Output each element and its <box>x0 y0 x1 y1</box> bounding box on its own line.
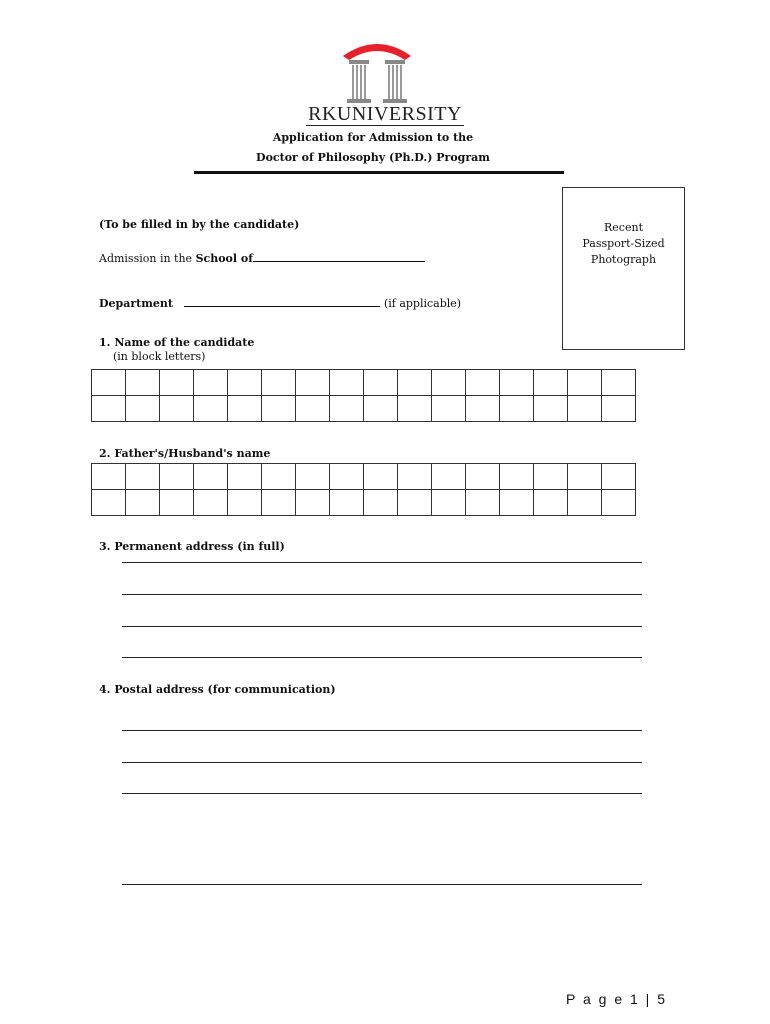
grid-row <box>92 490 636 516</box>
form-title-line1: Application for Admission to the <box>272 131 474 144</box>
grid-row <box>92 396 636 422</box>
department-label: Department <box>99 297 173 310</box>
department-field[interactable] <box>184 294 380 307</box>
name-grid[interactable] <box>91 369 636 422</box>
father-name-grid[interactable] <box>91 463 636 516</box>
instruction-text: (To be filled in by the candidate) <box>99 218 300 231</box>
school-prefix: Admission in the <box>99 252 193 265</box>
header-rule <box>194 171 564 174</box>
q1-label: 1. Name of the candidate <box>99 336 255 349</box>
postal-address-line[interactable] <box>122 793 642 794</box>
postal-address-line[interactable] <box>122 762 642 763</box>
photo-box-line2: Passport-Sized <box>582 237 665 250</box>
school-label: School of <box>195 252 253 265</box>
form-title-line2: Doctor of Philosophy (Ph.D.) Program <box>256 151 490 164</box>
page-number: P a g e 1 | 5 <box>566 991 667 1007</box>
permanent-address-line[interactable] <box>122 594 642 595</box>
university-logo <box>335 38 419 108</box>
school-row <box>99 249 425 265</box>
photo-box-line3: Photograph <box>590 253 657 266</box>
permanent-address-line[interactable] <box>122 562 642 563</box>
q4-label: 4. Postal address (for communication) <box>99 683 336 696</box>
q2-label: 2. Father's/Husband's name <box>99 447 271 460</box>
university-name: RKUNIVERSITY <box>308 103 462 125</box>
postal-address-line[interactable] <box>122 730 642 731</box>
photo-box-line1: Recent <box>604 221 643 234</box>
grid-row <box>92 464 636 490</box>
postal-address-line[interactable] <box>122 884 642 885</box>
q1-note: (in block letters) <box>113 350 206 363</box>
department-note: (if applicable) <box>383 297 462 310</box>
grid-row <box>92 370 636 396</box>
permanent-address-line[interactable] <box>122 657 642 658</box>
school-field[interactable] <box>253 249 425 262</box>
department-row <box>99 294 461 310</box>
photo-box[interactable] <box>562 187 685 350</box>
q3-label: 3. Permanent address (in full) <box>99 540 285 553</box>
permanent-address-line[interactable] <box>122 626 642 627</box>
